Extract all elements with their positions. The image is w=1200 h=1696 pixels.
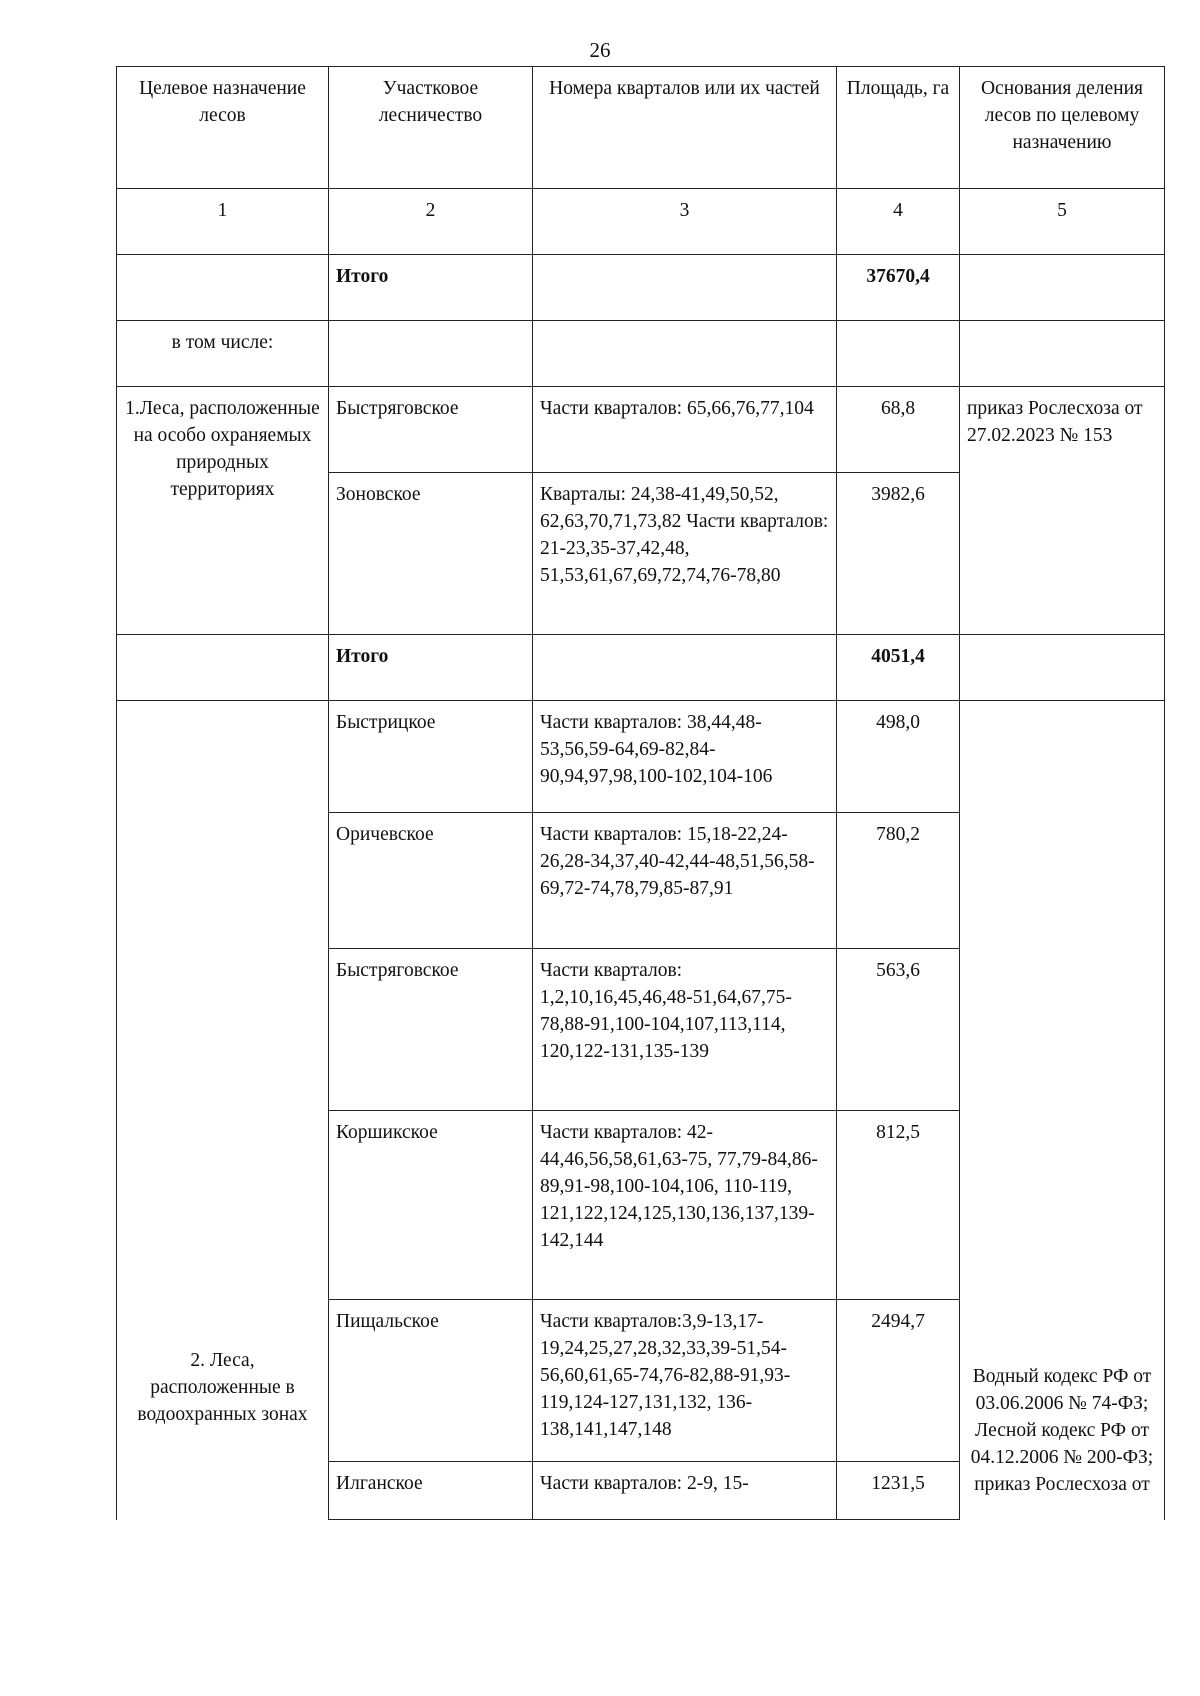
forestry-cell: Зоновское [329, 473, 533, 635]
header-quarters: Номера кварталов или их частей [533, 67, 837, 189]
page-number: 26 [589, 38, 611, 62]
forestry-cell: Быстряговское [329, 949, 533, 1111]
forestry-cell: Илганское [329, 1462, 533, 1520]
quarters-cell: Части кварталов: 38,44,48-53,56,59-64,69-82,84-90,94,97,98,100-102,104-106 [533, 701, 837, 813]
header-basis: Основания деления лесов по целевому назначению [960, 67, 1165, 189]
total-label: Итого [329, 635, 533, 701]
including-label: в том числе: [117, 321, 329, 387]
forestry-cell: Быстрицкое [329, 701, 533, 813]
basis-cell: Водный кодекс РФ от 03.06.2006 № 74-ФЗ; Лесной кодекс РФ от 04.12.2006 № 200-ФЗ; приказ Рослесхоза от [960, 701, 1165, 1520]
total-label: Итого [329, 255, 533, 321]
area-cell: 780,2 [837, 813, 960, 949]
header-row [117, 67, 1165, 189]
including-row [117, 321, 1165, 387]
forestry-cell: Коршикское [329, 1111, 533, 1300]
area-cell: 2494,7 [837, 1300, 960, 1462]
forestry-cell: Оричевское [329, 813, 533, 949]
area-cell: 812,5 [837, 1111, 960, 1300]
forestry-cell: Быстряговское [329, 387, 533, 473]
quarters-cell: Части кварталов: 42-44,46,56,58,61,63-75, 77,79-84,86-89,91-98,100-104,106, 110-119, 121,122,124,125,130,136,137,139-142,144 [533, 1111, 837, 1300]
quarters-cell: Кварталы: 24,38-41,49,50,52, 62,63,70,71,73,82 Части кварталов: 21-23,35-37,42,48, 51,53,61,67,69,72,74,76-78,80 [533, 473, 837, 635]
header-area: Площадь, га [837, 67, 960, 189]
total-all-row [117, 255, 1165, 321]
table-row [117, 387, 1165, 473]
column-number: 3 [533, 189, 837, 255]
quarters-cell: Части кварталов: 2-9, 15- [533, 1462, 837, 1520]
total-area: 4051,4 [837, 635, 960, 701]
header-forestry: Участковое лесничество [329, 67, 533, 189]
purpose-cell: 2. Леса, расположенные в водоохранных зонах [117, 701, 329, 1520]
total-area: 37670,4 [837, 255, 960, 321]
area-cell: 3982,6 [837, 473, 960, 635]
column-number: 4 [837, 189, 960, 255]
quarters-cell: Части кварталов: 65,66,76,77,104 [533, 387, 837, 473]
area-cell: 563,6 [837, 949, 960, 1111]
column-number: 1 [117, 189, 329, 255]
header-purpose: Целевое назначение лесов [117, 67, 329, 189]
area-cell: 68,8 [837, 387, 960, 473]
section-total-row [117, 635, 1165, 701]
area-cell: 1231,5 [837, 1462, 960, 1520]
basis-cell: приказ Рослесхоза от 27.02.2023 № 153 [960, 387, 1165, 635]
table-row [117, 701, 1165, 813]
quarters-cell: Части кварталов:3,9-13,17-19,24,25,27,28,32,33,39-51,54-56,60,61,65-74,76-82,88-91,93-119,124-127,131,132, 136-138,141,147,148 [533, 1300, 837, 1462]
quarters-cell: Части кварталов: 15,18-22,24-26,28-34,37,40-42,44-48,51,56,58-69,72-74,78,79,85-87,91 [533, 813, 837, 949]
area-cell: 498,0 [837, 701, 960, 813]
column-number: 2 [329, 189, 533, 255]
quarters-cell: Части кварталов: 1,2,10,16,45,46,48-51,64,67,75-78,88-91,100-104,107,113,114, 120,122-131,135-139 [533, 949, 837, 1111]
purpose-cell: 1.Леса, расположенные на особо охраняемых природных территориях [117, 387, 329, 635]
column-number: 5 [960, 189, 1165, 255]
forestry-cell: Пищальское [329, 1300, 533, 1462]
forest-purpose-table [116, 66, 1165, 1520]
column-numbers-row [117, 189, 1165, 255]
